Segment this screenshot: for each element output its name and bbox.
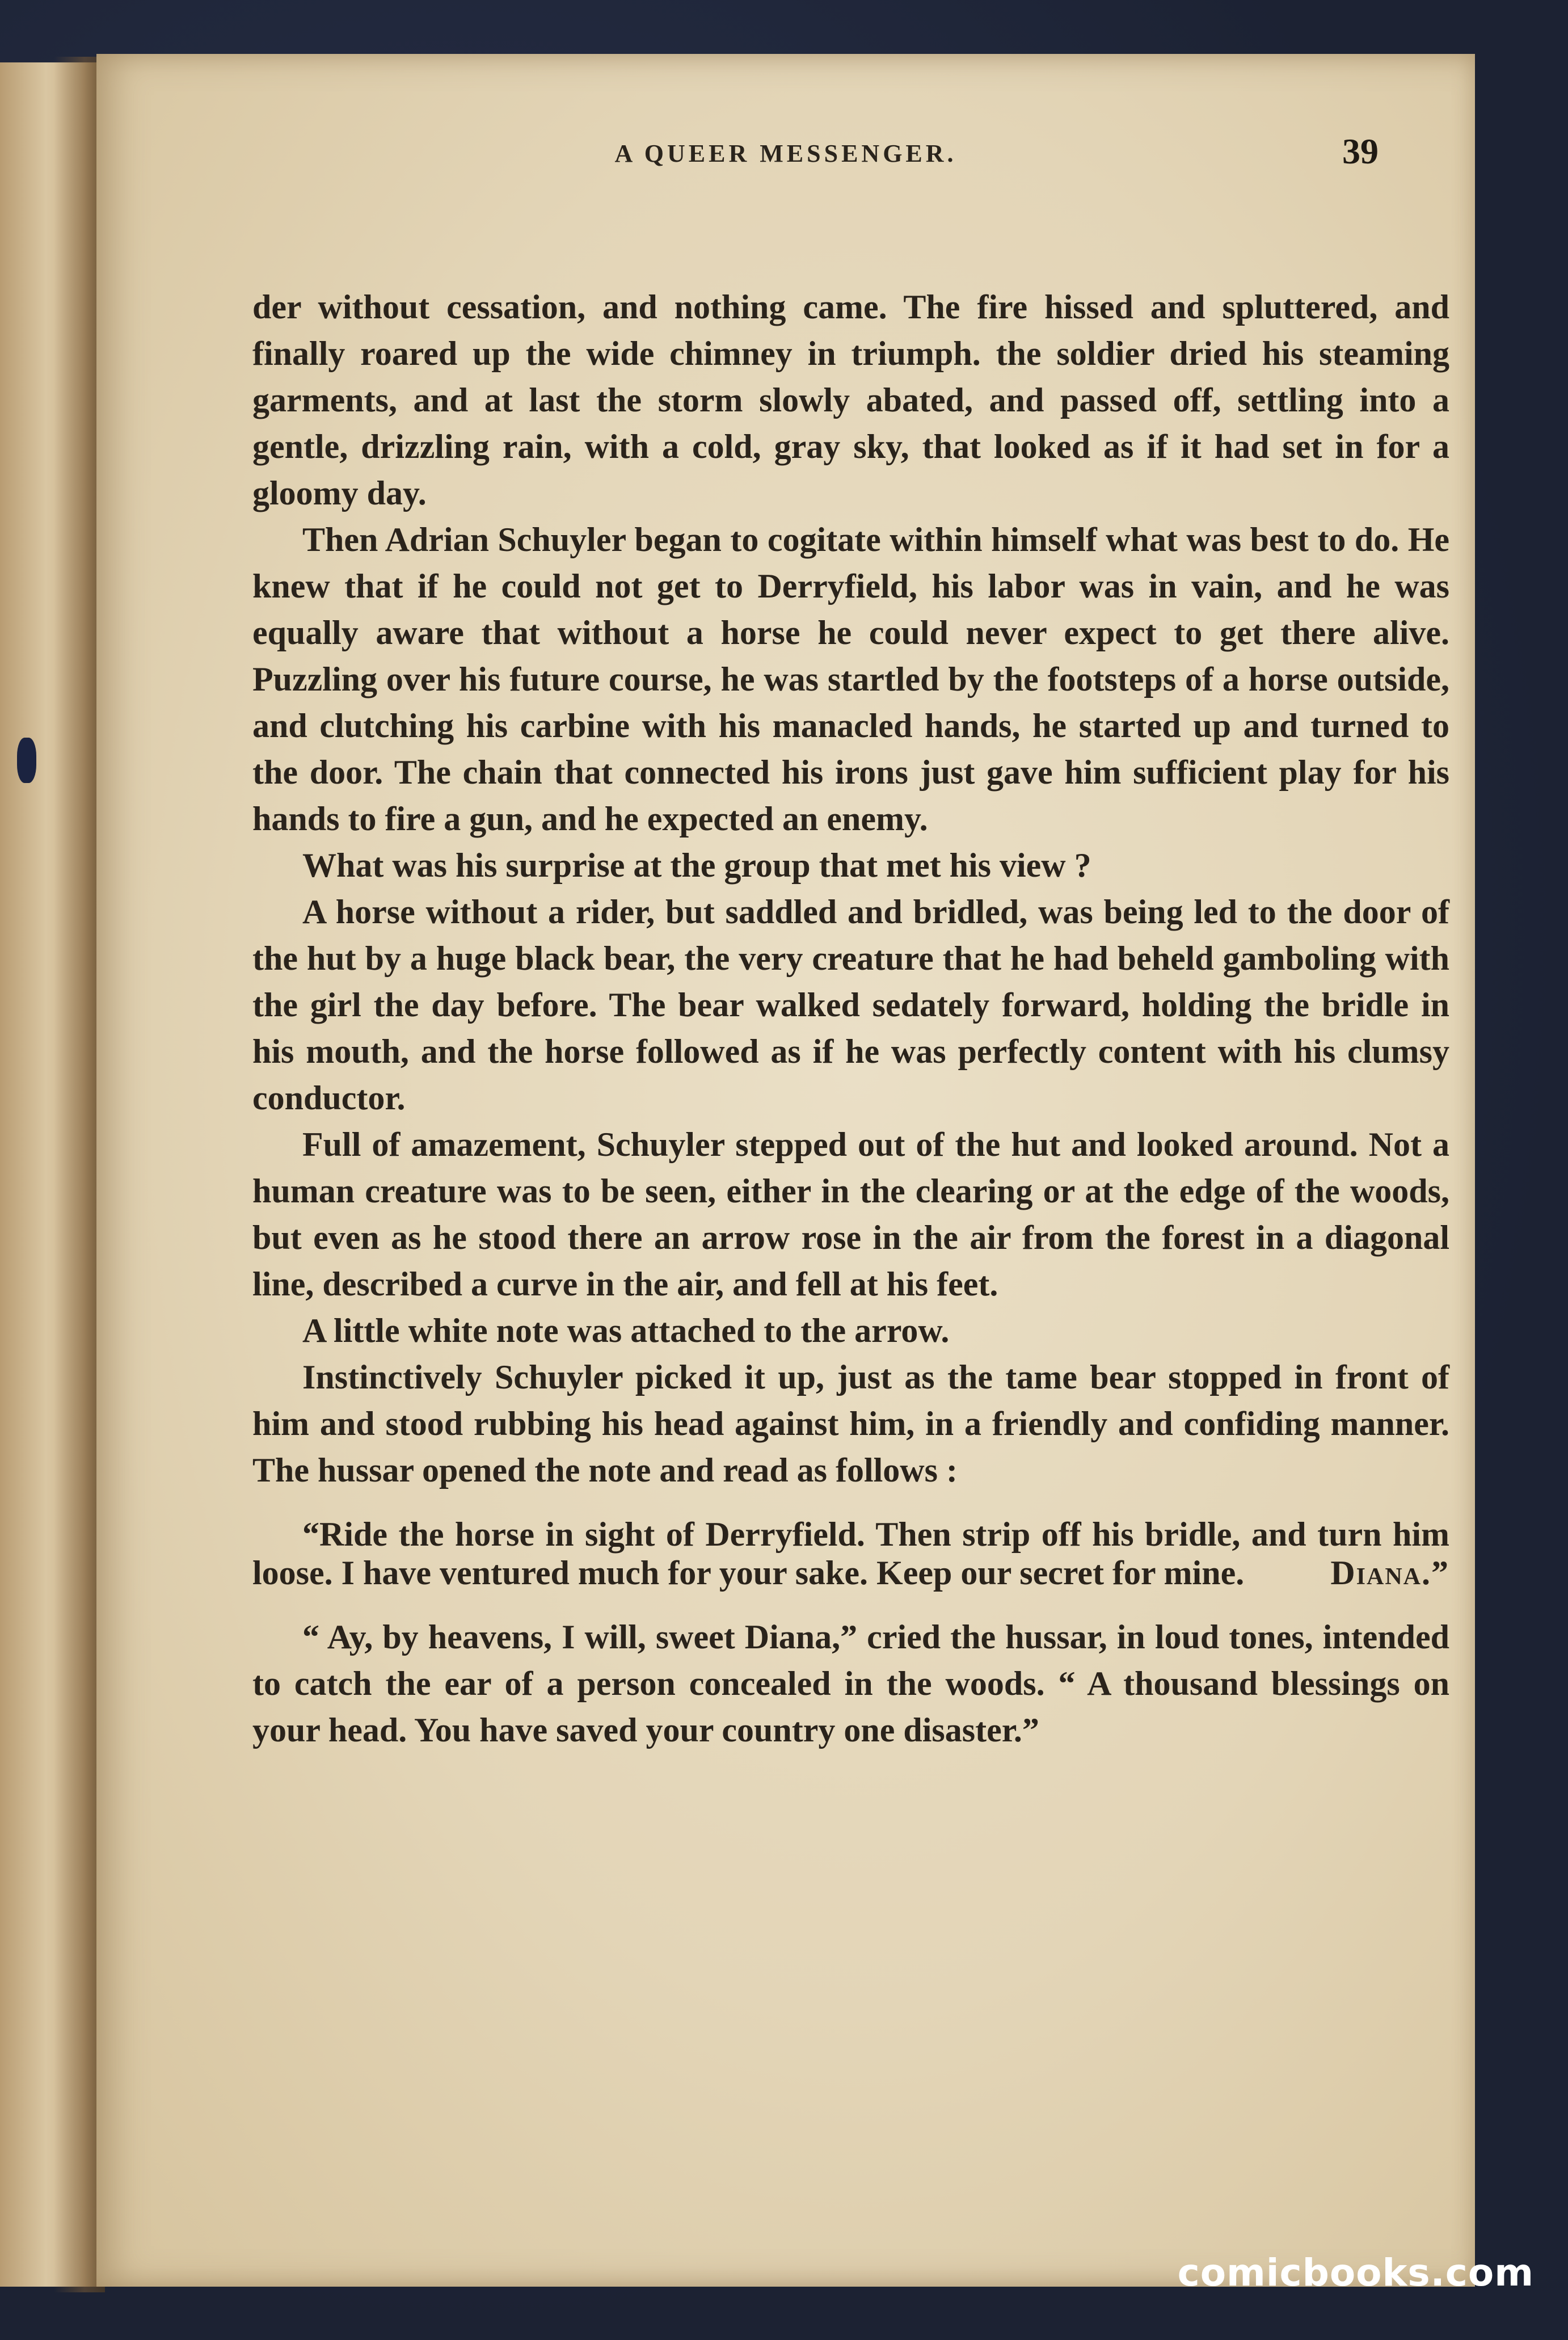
note-text: “Ride the horse in sight of Derryfield. Then strip off his bridle, and turn him loose. I have ventured much for your sake. Keep our secret for mine. bbox=[252, 1516, 1449, 1592]
book-page bbox=[96, 54, 1475, 2287]
paragraph: der without cessation, and nothing came. The fire hissed and spluttered, and finally roared up the wide chimney in triumph. the soldier dried his steaming garments, and at last the storm slowly abated, and passed off, settling into a gentle, drizzling rain, with a cold, gray sky, that looked as if it had set in for a gloomy day. bbox=[252, 288, 1449, 512]
binding-mark bbox=[17, 738, 36, 783]
note-signature: Diana.” bbox=[1330, 1554, 1449, 1592]
quoted-note bbox=[252, 1515, 1449, 1592]
page-number: 39 bbox=[1342, 131, 1379, 171]
paragraph: Then Adrian Schuyler began to cogitate within himself what was best to do. He knew that if he could not get to Derryfield, his labor was in vain, and he was equally aware that without a horse he could never expect to get there alive. Puzzling over his future course, he was startled by the footsteps of a horse outside, and clutching his carbine with his manacled hands, he started up and turned to the door. The chain that connected his irons just gave him sufficient play for his hands to fire a gun, and he expected an enemy. bbox=[252, 521, 1449, 837]
paragraph: A little white note was attached to the arrow. bbox=[302, 1312, 950, 1349]
paragraph: Instinctively Schuyler picked it up, just as the tame bear stopped in front of him and stood rubbing his head against him, in a friendly and confiding manner. The hussar opened the note and read as follows : bbox=[252, 1358, 1449, 1489]
site-watermark: comicbooks.com bbox=[1177, 2251, 1534, 2295]
paragraph: What was his surprise at the group that met his view ? bbox=[302, 847, 1091, 884]
page-body bbox=[252, 284, 1449, 1753]
paragraph: Full of amazement, Schuyler stepped out of the hut and looked around. Not a human creature was to be seen, either in the clearing or at the edge of the woods, but even as he stood there an arrow rose in the air from the forest in a diagonal line, described a curve in the air, and fell at his feet. bbox=[252, 1126, 1449, 1303]
running-title: A QUEER MESSENGER. bbox=[614, 140, 957, 167]
paragraph: “ Ay, by heavens, I will, sweet Diana,” cried the hussar, in loud tones, intended to catch the ear of a person concealed in the woods. “ A thousand blessings on your head. You have saved your country one disaster.” bbox=[252, 1618, 1449, 1749]
paragraph: A horse without a rider, but saddled and bridled, was being led to the door of the hut by a huge black bear, the very creature that he had beheld gamboling with the girl the day before. The bear walked sedately forward, holding the bridle in his mouth, and the horse followed as if he was perfectly content with his clumsy conductor. bbox=[252, 893, 1449, 1117]
